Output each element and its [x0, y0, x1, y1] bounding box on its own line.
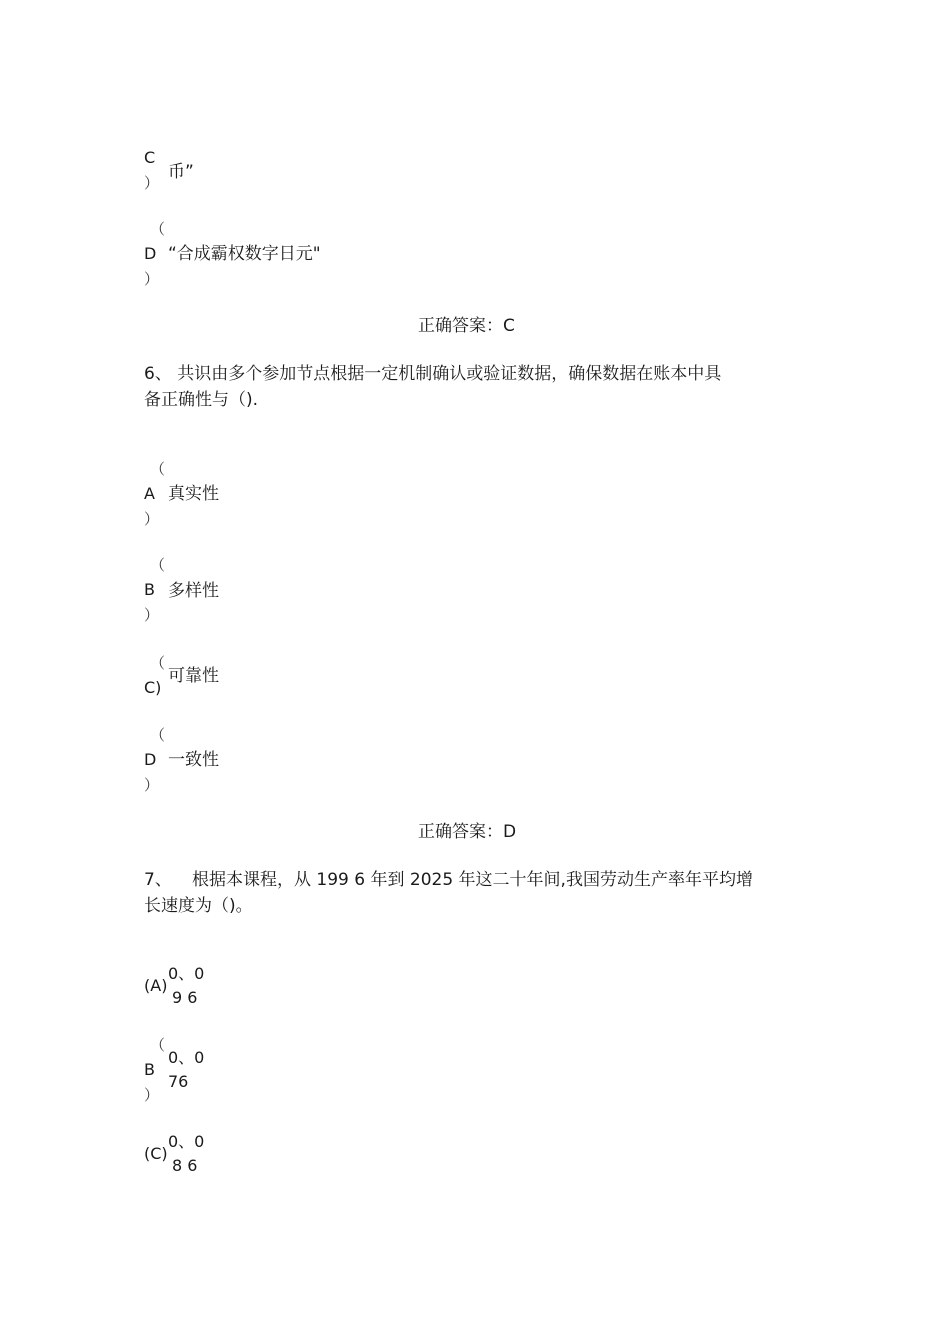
option-text: “合成霸权数字日元": [168, 244, 321, 264]
option-letter: C: [144, 148, 156, 167]
option-paren-open: （: [150, 220, 166, 238]
q6-correct-answer: 正确答案：D: [418, 822, 517, 842]
option-text: 真实性: [168, 484, 219, 504]
option-letter: D: [144, 750, 157, 769]
q7-number: 7、: [144, 870, 172, 890]
option-letter: A: [144, 484, 155, 503]
option-text: 多样性: [168, 581, 219, 601]
option-paren-open: （: [150, 460, 166, 478]
option-value-bottom: 8 6: [172, 1156, 198, 1175]
option-value-bottom: 9 6: [172, 988, 198, 1007]
option-paren-open: （: [150, 654, 166, 672]
option-paren-close: ）: [144, 1086, 160, 1104]
option-letter: B: [144, 1060, 155, 1079]
option-paren-close: ）: [144, 606, 160, 624]
option-letter: (A): [144, 976, 168, 995]
option-letter: B: [144, 580, 155, 599]
q7-text-line1: 根据本课程，从 199 6 年到 2025 年这二十年间,我国劳动生产率年平均增: [192, 870, 753, 890]
option-text: 可靠性: [168, 666, 219, 686]
option-value-top: 0、0: [168, 964, 205, 983]
q6-text-line2: 备正确性与（).: [144, 390, 259, 410]
option-paren-close: ）: [144, 510, 160, 528]
q5-correct-answer: 正确答案：C: [418, 316, 515, 336]
option-value-bottom: 76: [168, 1072, 189, 1091]
q6-text-line1: 6、 共识由多个参加节点根据一定机制确认或验证数据，确保数据在账本中具: [144, 364, 722, 384]
option-paren-close: ）: [144, 776, 160, 794]
option-paren-close: ）: [144, 270, 160, 288]
option-paren-open: （: [150, 726, 166, 744]
option-letter: (C): [144, 1144, 168, 1163]
option-paren-open: （: [150, 556, 166, 574]
option-text: 币”: [168, 162, 194, 182]
option-letter: D: [144, 244, 157, 263]
option-letter: C): [144, 678, 162, 697]
option-value-top: 0、0: [168, 1048, 205, 1067]
q7-text-line2: 长速度为（)。: [144, 896, 253, 916]
option-paren-close: ）: [144, 174, 160, 192]
option-value-top: 0、0: [168, 1132, 205, 1151]
option-text: 一致性: [168, 750, 219, 770]
option-paren-open: （: [150, 1036, 166, 1054]
